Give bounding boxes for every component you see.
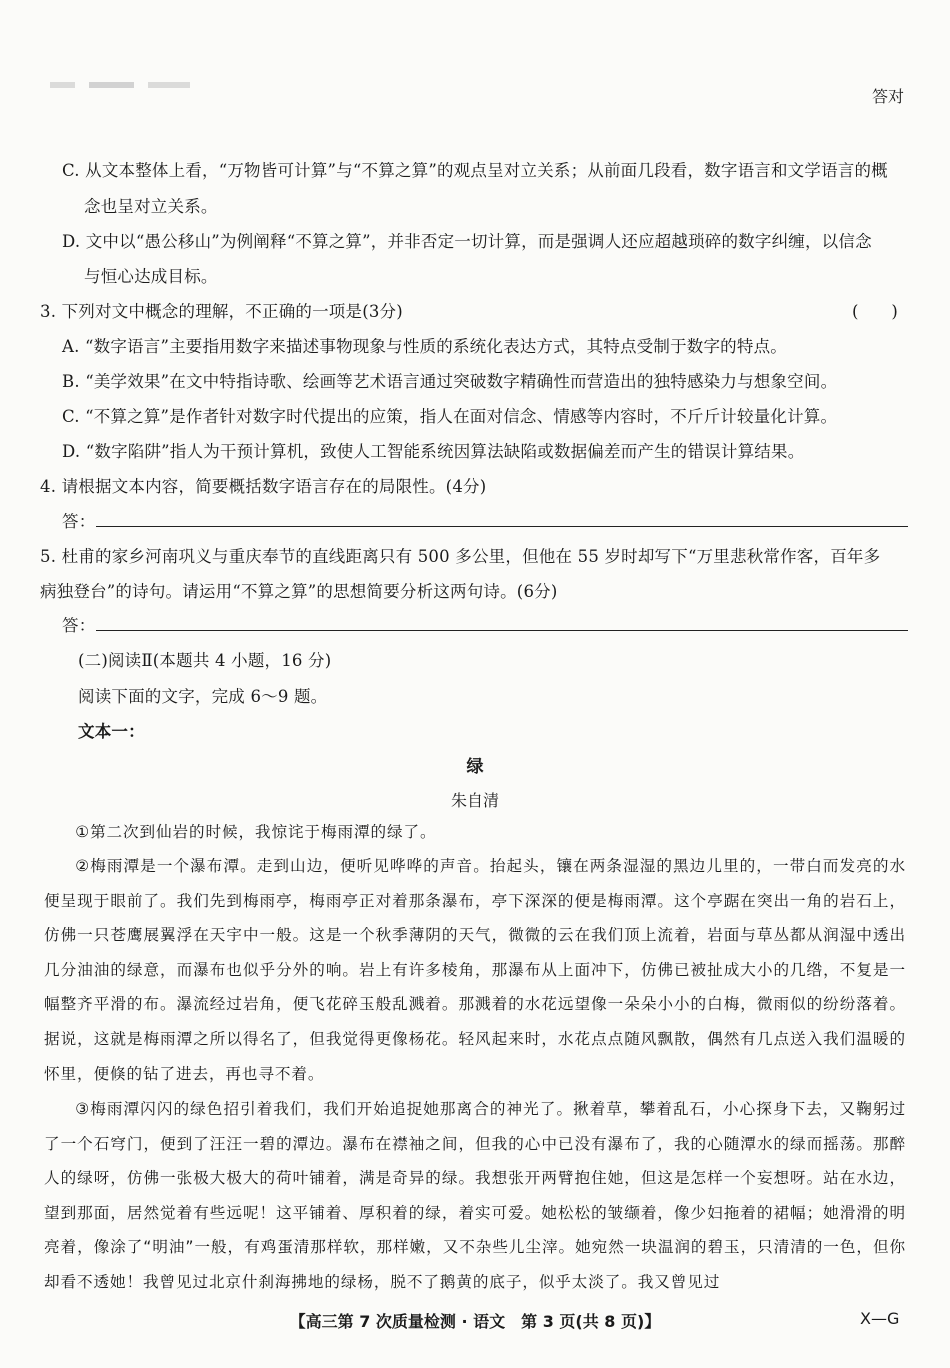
q3-answer-bracket: ( )	[852, 302, 898, 321]
q2-option-c-line1: C. 从文本整体上看，“万物皆可计算”与“不算之算”的观点呈对立关系；从前面几段看，数字语言和文学语言的概	[62, 161, 888, 180]
q4-answer-label: 答：	[62, 512, 96, 531]
header-corner-text: 答对	[872, 87, 905, 106]
page-footer: 【高三第 7 次质量检测 · 语文 第 3 页(共 8 页)】	[289, 1312, 661, 1331]
q5-stem-line2: 病独登台”的诗句。请运用“不算之算”的思想简要分析这两句诗。(6分)	[40, 582, 558, 601]
article-paragraph-1: ①第二次到仙岩的时候，我惊诧于梅雨潭的绿了。	[75, 823, 437, 841]
top-edge-smudge	[50, 82, 190, 88]
q4-stem: 4. 请根据文本内容，简要概括数字语言存在的局限性。(4分)	[40, 477, 487, 496]
text-one-label: 文本一：	[78, 722, 145, 741]
q4-answer-line[interactable]	[96, 526, 908, 527]
q3-option-c: C. “不算之算”是作者针对数字时代提出的应策，指人在面对信念、情感等内容时，不斤斤计较量化计算。	[62, 407, 838, 426]
section-heading: (二)阅读Ⅱ(本题共 4 小题，16 分)	[78, 651, 332, 670]
q3-stem: 3. 下列对文中概念的理解，不正确的一项是(3分)	[40, 302, 403, 321]
q3-option-d: D. “数字陷阱”指人为干预计算机，致使人工智能系统因算法缺陷或数据偏差而产生的错误计算结果。	[62, 442, 805, 461]
section-instruction: 阅读下面的文字，完成 6～9 题。	[78, 687, 328, 706]
q2-option-d-line2: 与恒心达成目标。	[84, 267, 218, 286]
q2-option-c-line2: 念也呈对立关系。	[84, 197, 218, 216]
q5-answer-label: 答：	[62, 616, 96, 635]
q2-option-d-line1: D. 文中以“愚公移山”为例阐释“不算之算”，并非否定一切计算，而是强调人还应超越琐碎的数字纠缠，以信念	[62, 232, 872, 251]
article-paragraph-2: ②梅雨潭是一个瀑布潭。走到山边，便听见哗哗的声音。抬起头，镶在两条湿湿的黑边儿里的，一带白而发亮的水便呈现于眼前了。我们先到梅雨亭，梅雨亭正对着那条瀑布，亭下深深的便是梅雨潭。这个亭踞在突出一角的岩石上，仿佛一只苍鹰展翼浮在天宇中一般。这是一个秋季薄阴的天气，微微的云在我们顶上流着，岩面与草丛都从润湿中透出几分油油的绿意，而瀑布也似乎分外的响。岩上有许多棱角，那瀑布从上面冲下，仿佛已被扯成大小的几绺，不复是一幅整齐平滑的布。瀑流经过岩角，便飞花碎玉般乱溅着。那溅着的水花远望像一朵朵小小的白梅，微雨似的纷纷落着。据说，这就是梅雨潭之所以得名了，但我觉得更像杨花。轻风起来时，水花点点随风飘散，偶然有几点送入我们温暖的怀里，便倏的钻了进去，再也寻不着。	[44, 857, 906, 1083]
article-paragraph-3: ③梅雨潭闪闪的绿色招引着我们，我们开始追捉她那离合的神光了。揪着草，攀着乱石，小心探身下去，又鞠躬过了一个石穹门，便到了汪汪一碧的潭边。瀑布在襟袖之间，但我的心中已没有瀑布了，我的心随潭水的绿而摇荡。那醉人的绿呀，仿佛一张极大极大的荷叶铺着，满是奇异的绿。我想张开两臂抱住她，但这是怎样一个妄想呀。站在水边，望到那面，居然觉着有些远呢！这平铺着、厚积着的绿，着实可爱。她松松的皱缬着，像少妇拖着的裙幅；她滑滑的明亮着，像涂了“明油”一般，有鸡蛋清那样软，那样嫩，又不杂些儿尘滓。她宛然一块温润的碧玉，只清清的一色，但你却看不透她！我曾见过北京什刹海拂地的绿杨，脱不了鹅黄的底子，似乎太淡了。我又曾见过	[44, 1100, 906, 1291]
article-title: 绿	[466, 757, 484, 777]
q3-option-a: A. “数字语言”主要指用数字来描述事物现象与性质的系统化表达方式，其特点受制于数字的特点。	[62, 337, 787, 356]
q3-option-b: B. “美学效果”在文中特指诗歌、绘画等艺术语言通过突破数字精确性而营造出的独特感染力与想象空间。	[62, 372, 838, 391]
article-author: 朱自清	[450, 791, 499, 810]
q5-stem-line1: 5. 杜甫的家乡河南巩义与重庆奉节的直线距离只有 500 多公里，但他在 55 岁时却写下“万里悲秋常作客，百年多	[40, 547, 881, 566]
paper-code: X—G	[860, 1309, 900, 1328]
q5-answer-line[interactable]	[96, 630, 908, 631]
